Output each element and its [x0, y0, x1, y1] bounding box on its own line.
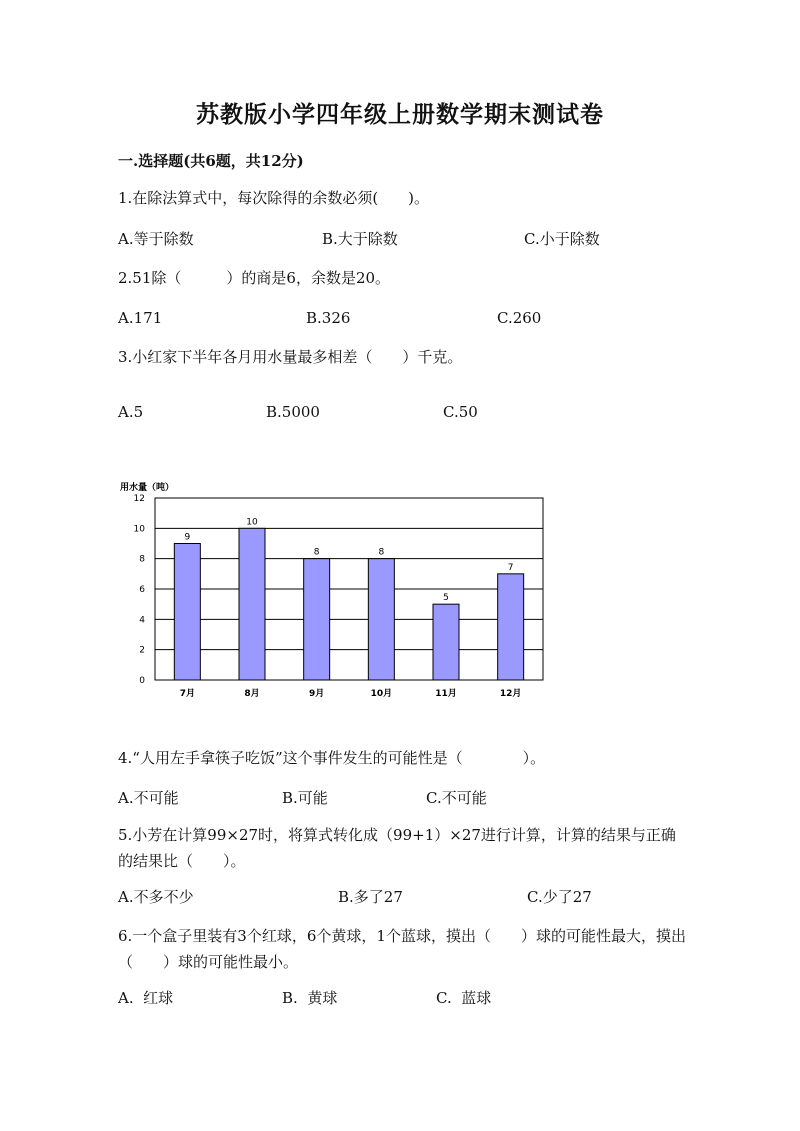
data-label-9月: 8 [313, 547, 320, 558]
q1-option-a[interactable]: A.等于除数 [118, 230, 194, 248]
data-label-8月: 10 [246, 517, 258, 528]
q6-option-c[interactable]: C. 蓝球 [436, 989, 492, 1007]
q3-option-a[interactable]: A.5 [118, 403, 144, 421]
bar-12月 [498, 574, 524, 680]
q5-option-a[interactable]: A.不多不少 [118, 888, 194, 906]
bar-8月 [239, 528, 265, 680]
question-2: 2.51除（ ）的商是6，余数是20。 [118, 269, 391, 287]
data-label-11月: 5 [443, 593, 449, 604]
q6-option-b[interactable]: B. 黄球 [282, 989, 338, 1007]
y-tick-label-8: 8 [139, 554, 145, 565]
data-label-12月: 7 [507, 562, 514, 573]
bar-11月 [433, 604, 459, 680]
q1-option-b[interactable]: B.大于除数 [322, 230, 398, 248]
q3-option-c[interactable]: C.50 [443, 403, 478, 421]
x-tick-label-7月: 7月 [179, 689, 195, 699]
x-tick-label-12月: 12月 [499, 689, 522, 699]
x-tick-label-11月: 11月 [435, 689, 457, 699]
q1-option-c[interactable]: C.小于除数 [524, 230, 600, 248]
q2-option-c[interactable]: C.260 [497, 309, 542, 327]
q4-option-b[interactable]: B.可能 [282, 789, 328, 807]
y-axis-title: 用水量（吨） [120, 483, 175, 493]
q3-option-b[interactable]: B.5000 [266, 403, 320, 421]
q2-option-a[interactable]: A.171 [118, 309, 163, 327]
q6-option-a[interactable]: A. 红球 [118, 989, 174, 1007]
question-5: 5.小芳在计算99×27时，将算式转化成（99+1）×27进行计算，计算的结果与正确的结果比（ ）。 [118, 826, 676, 870]
water-usage-bar-chart [118, 478, 558, 706]
section-title: 一.选择题(共6题，共12分) [118, 152, 304, 170]
y-tick-label-12: 12 [133, 494, 145, 504]
question-6: 6.一个盒子里装有3个红球，6个黄球，1个蓝球，摸出（ ）球的可能性最大，摸出（ ）球的可能性最小。 [118, 927, 686, 971]
bar-10月 [368, 559, 394, 680]
x-tick-label-9月: 9月 [309, 689, 325, 699]
x-tick-label-10月: 10月 [370, 689, 393, 699]
y-tick-label-6: 6 [139, 585, 145, 595]
y-tick-label-0: 0 [139, 676, 145, 686]
bar-9月 [304, 559, 330, 680]
y-tick-label-10: 10 [133, 524, 145, 535]
bar-7月 [174, 544, 200, 681]
data-label-7月: 9 [184, 532, 191, 543]
q2-option-b[interactable]: B.326 [306, 309, 351, 327]
q4-option-a[interactable]: A.不可能 [118, 789, 179, 807]
data-label-10月: 8 [378, 547, 385, 558]
q4-option-c[interactable]: C.不可能 [426, 789, 487, 807]
y-tick-label-2: 2 [139, 645, 145, 656]
q5-option-b[interactable]: B.多了27 [338, 888, 403, 906]
question-1: 1.在除法算式中，每次除得的余数必须( )。 [118, 189, 430, 207]
q5-option-c[interactable]: C.少了27 [527, 888, 592, 906]
question-4: 4.“人用左手拿筷子吃饭”这个事件发生的可能性是（ ）。 [118, 749, 546, 767]
y-tick-label-4: 4 [139, 615, 145, 626]
question-3: 3.小红家下半年各月用水量最多相差（ ）千克。 [118, 348, 463, 366]
page-title: 苏教版小学四年级上册数学期末测试卷 [196, 101, 604, 128]
x-tick-label-8月: 8月 [244, 689, 260, 699]
